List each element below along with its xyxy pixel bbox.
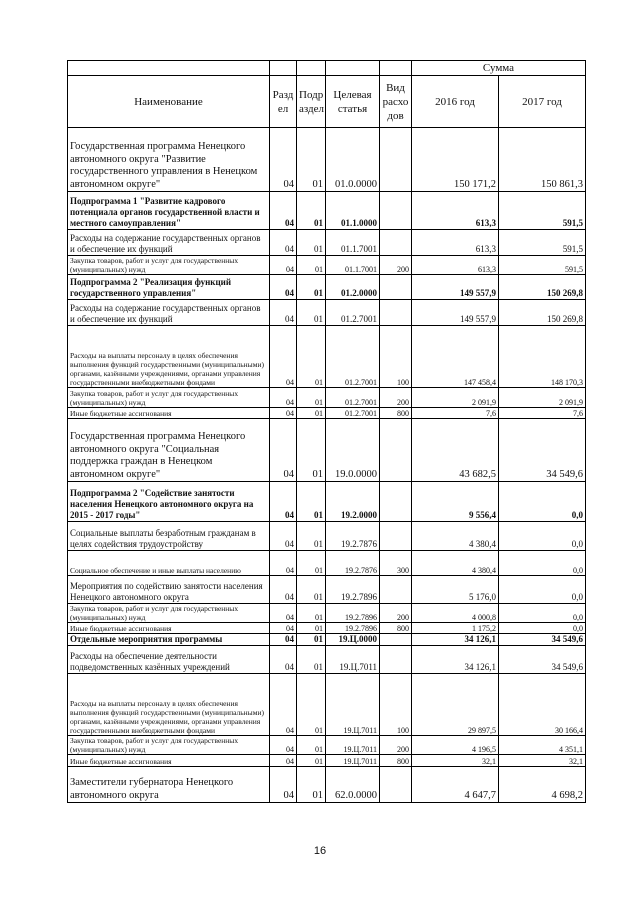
budget-table [67, 60, 586, 803]
row-name: Расходы на выплаты персоналу в целях обеспечения выполнения функций государственными (муниципальными) органами, казёнными учреждениями, органами управления государственными внебюджетными фондами [68, 326, 270, 388]
row-target: 19.2.7896 [326, 576, 380, 604]
row-exp-type [380, 634, 412, 646]
row-exp-type [380, 646, 412, 674]
table-row [68, 192, 586, 230]
row-name: Государственная программа Ненецкого автономного округа "Развитие государственного управления в Ненецком автономном округе" [68, 128, 270, 192]
row-target: 01.2.0000 [326, 275, 380, 300]
blank-header-cell [68, 61, 270, 76]
row-subsection: 01 [297, 634, 326, 646]
row-section: 04 [270, 522, 297, 551]
row-target: 01.2.7001 [326, 300, 380, 326]
row-exp-type [380, 576, 412, 604]
row-section: 04 [270, 230, 297, 256]
row-exp-type: 800 [380, 623, 412, 634]
table-row [68, 634, 586, 646]
table-row [68, 256, 586, 275]
row-subsection: 01 [297, 674, 326, 736]
row-subsection: 01 [297, 192, 326, 230]
row-target: 01.2.7001 [326, 408, 380, 419]
row-amount-2016: 4 647,7 [412, 767, 499, 803]
row-amount-2016: 32,1 [412, 755, 499, 767]
row-section: 04 [270, 419, 297, 482]
row-amount-2016: 4 380,4 [412, 522, 499, 551]
row-amount-2016: 613,3 [412, 256, 499, 275]
row-exp-type: 200 [380, 736, 412, 755]
row-section: 04 [270, 604, 297, 623]
row-amount-2017: 150 861,3 [499, 128, 586, 192]
row-target: 01.0.0000 [326, 128, 380, 192]
row-subsection: 01 [297, 646, 326, 674]
row-amount-2017: 0,0 [499, 576, 586, 604]
row-target: 01.1.7001 [326, 256, 380, 275]
row-amount-2016: 613,3 [412, 230, 499, 256]
header-subsection: Подр аздел [297, 76, 326, 128]
row-amount-2017: 4 351,1 [499, 736, 586, 755]
row-amount-2016: 150 171,2 [412, 128, 499, 192]
row-amount-2016: 5 176,0 [412, 576, 499, 604]
row-section: 04 [270, 755, 297, 767]
row-name: Заместители губернатора Ненецкого автономного округа [68, 767, 270, 803]
table-row [68, 128, 586, 192]
row-subsection: 01 [297, 551, 326, 576]
row-target: 19.0.0000 [326, 419, 380, 482]
row-amount-2017: 591,5 [499, 230, 586, 256]
row-name: Подпрограмма 1 "Развитие кадрового потенциала органов государственной власти и местного самоуправления" [68, 192, 270, 230]
row-amount-2017: 30 166,4 [499, 674, 586, 736]
row-name: Мероприятия по содействию занятости населения Ненецкого автономного округа [68, 576, 270, 604]
row-exp-type [380, 300, 412, 326]
row-section: 04 [270, 623, 297, 634]
row-section: 04 [270, 576, 297, 604]
row-section: 04 [270, 551, 297, 576]
header-name: Наименование [68, 76, 270, 128]
row-name: Закупка товаров, работ и услуг для государственных (муниципальных) нужд [68, 256, 270, 275]
row-amount-2017: 7,6 [499, 408, 586, 419]
row-exp-type: 800 [380, 755, 412, 767]
row-section: 04 [270, 128, 297, 192]
row-name: Подпрограмма 2 "Реализация функций государственного управления" [68, 275, 270, 300]
table-row [68, 646, 586, 674]
row-amount-2017: 150 269,8 [499, 275, 586, 300]
sum-header-row [68, 61, 586, 76]
row-amount-2017: 591,5 [499, 192, 586, 230]
header-exp-type: Вид расхо дов [380, 76, 412, 128]
row-amount-2017: 0,0 [499, 551, 586, 576]
row-exp-type [380, 482, 412, 522]
row-section: 04 [270, 674, 297, 736]
row-exp-type: 100 [380, 674, 412, 736]
row-amount-2017: 32,1 [499, 755, 586, 767]
row-target: 19.Ц.7011 [326, 674, 380, 736]
row-amount-2016: 9 556,4 [412, 482, 499, 522]
row-amount-2017: 34 549,6 [499, 634, 586, 646]
row-subsection: 01 [297, 419, 326, 482]
table-row [68, 576, 586, 604]
row-name: Отдельные мероприятия программы [68, 634, 270, 646]
table-row [68, 604, 586, 623]
row-amount-2017: 148 170,3 [499, 326, 586, 388]
table-row [68, 482, 586, 522]
row-amount-2016: 1 175,2 [412, 623, 499, 634]
row-subsection: 01 [297, 623, 326, 634]
row-amount-2016: 7,6 [412, 408, 499, 419]
row-amount-2016: 4 196,5 [412, 736, 499, 755]
row-section: 04 [270, 326, 297, 388]
header-2017: 2017 год [499, 76, 586, 128]
row-target: 19.Ц.7011 [326, 736, 380, 755]
row-subsection: 01 [297, 767, 326, 803]
row-amount-2016: 147 458,4 [412, 326, 499, 388]
row-name: Государственная программа Ненецкого автономного округа "Социальная поддержка граждан в Ненецком автономном округе" [68, 419, 270, 482]
blank-header-cell [380, 61, 412, 76]
row-exp-type [380, 767, 412, 803]
row-section: 04 [270, 634, 297, 646]
row-exp-type: 200 [380, 604, 412, 623]
row-target: 62.0.0000 [326, 767, 380, 803]
row-exp-type: 800 [380, 408, 412, 419]
row-amount-2016: 34 126,1 [412, 634, 499, 646]
row-amount-2017: 2 091,9 [499, 388, 586, 408]
column-header-row [68, 76, 586, 128]
row-name: Социальное обеспечение и иные выплаты населению [68, 551, 270, 576]
table-row [68, 230, 586, 256]
row-target: 01.2.7001 [326, 388, 380, 408]
row-subsection: 01 [297, 230, 326, 256]
row-target: 19.2.0000 [326, 482, 380, 522]
row-section: 04 [270, 275, 297, 300]
row-exp-type [380, 419, 412, 482]
table-row [68, 522, 586, 551]
row-section: 04 [270, 482, 297, 522]
row-exp-type: 300 [380, 551, 412, 576]
row-amount-2017: 591,5 [499, 256, 586, 275]
row-name: Социальные выплаты безработным гражданам в целях содействия трудоустройству [68, 522, 270, 551]
row-amount-2016: 149 557,9 [412, 300, 499, 326]
row-section: 04 [270, 408, 297, 419]
row-amount-2016: 4 000,8 [412, 604, 499, 623]
row-amount-2017: 0,0 [499, 522, 586, 551]
table-row [68, 408, 586, 419]
row-section: 04 [270, 646, 297, 674]
row-name: Закупка товаров, работ и услуг для государственных (муниципальных) нужд [68, 604, 270, 623]
row-subsection: 01 [297, 576, 326, 604]
row-name: Подпрограмма 2 "Содействие занятости населения Ненецкого автономного округа на 2015 - 2017 годы" [68, 482, 270, 522]
table-row [68, 326, 586, 388]
row-subsection: 01 [297, 408, 326, 419]
row-target: 19.Ц.0000 [326, 634, 380, 646]
row-subsection: 01 [297, 300, 326, 326]
row-amount-2017: 0,0 [499, 482, 586, 522]
row-exp-type: 100 [380, 326, 412, 388]
row-name: Расходы на содержание государственных органов и обеспечение их функций [68, 300, 270, 326]
page-number: 16 [313, 845, 327, 857]
row-target: 01.1.7001 [326, 230, 380, 256]
row-amount-2017: 150 269,8 [499, 300, 586, 326]
row-target: 01.1.0000 [326, 192, 380, 230]
row-section: 04 [270, 192, 297, 230]
row-exp-type: 200 [380, 388, 412, 408]
row-target: 19.Ц.7011 [326, 646, 380, 674]
table-row [68, 419, 586, 482]
row-amount-2016: 29 897,5 [412, 674, 499, 736]
row-name: Расходы на выплаты персоналу в целях обеспечения выполнения функций государственными (муниципальными) органами, казёнными учреждениями, органами управления государственными внебюджетными фондами [68, 674, 270, 736]
row-amount-2016: 43 682,5 [412, 419, 499, 482]
table-row [68, 755, 586, 767]
table-row [68, 388, 586, 408]
blank-header-cell [326, 61, 380, 76]
row-subsection: 01 [297, 522, 326, 551]
row-subsection: 01 [297, 128, 326, 192]
row-subsection: 01 [297, 275, 326, 300]
row-target: 01.2.7001 [326, 326, 380, 388]
row-subsection: 01 [297, 755, 326, 767]
row-subsection: 01 [297, 736, 326, 755]
row-exp-type [380, 230, 412, 256]
row-section: 04 [270, 388, 297, 408]
sum-header: Сумма [412, 61, 586, 76]
row-exp-type: 200 [380, 256, 412, 275]
row-section: 04 [270, 300, 297, 326]
row-subsection: 01 [297, 256, 326, 275]
row-amount-2016: 34 126,1 [412, 646, 499, 674]
row-subsection: 01 [297, 482, 326, 522]
blank-header-cell [297, 61, 326, 76]
header-2016: 2016 год [412, 76, 499, 128]
table-row [68, 767, 586, 803]
row-section: 04 [270, 256, 297, 275]
row-subsection: 01 [297, 388, 326, 408]
row-amount-2017: 0,0 [499, 623, 586, 634]
header-target: Целевая статья [326, 76, 380, 128]
row-subsection: 01 [297, 604, 326, 623]
row-name: Иные бюджетные ассигнования [68, 755, 270, 767]
row-amount-2016: 613,3 [412, 192, 499, 230]
row-name: Расходы на обеспечение деятельности подведомственных казённых учреждений [68, 646, 270, 674]
row-subsection: 01 [297, 326, 326, 388]
blank-header-cell [270, 61, 297, 76]
row-amount-2016: 2 091,9 [412, 388, 499, 408]
row-amount-2017: 4 698,2 [499, 767, 586, 803]
table-row [68, 551, 586, 576]
row-section: 04 [270, 767, 297, 803]
row-section: 04 [270, 736, 297, 755]
row-exp-type [380, 128, 412, 192]
row-exp-type [380, 192, 412, 230]
row-amount-2016: 149 557,9 [412, 275, 499, 300]
row-exp-type [380, 275, 412, 300]
row-name: Иные бюджетные ассигнования [68, 623, 270, 634]
row-target: 19.Ц.7011 [326, 755, 380, 767]
row-target: 19.2.7876 [326, 551, 380, 576]
header-section: Разд ел [270, 76, 297, 128]
table-body [68, 128, 586, 803]
table-row [68, 674, 586, 736]
row-name: Расходы на содержание государственных органов и обеспечение их функций [68, 230, 270, 256]
table-row [68, 275, 586, 300]
row-target: 19.2.7896 [326, 623, 380, 634]
row-amount-2017: 34 549,6 [499, 646, 586, 674]
row-amount-2017: 34 549,6 [499, 419, 586, 482]
table-row [68, 300, 586, 326]
row-name: Закупка товаров, работ и услуг для государственных (муниципальных) нужд [68, 736, 270, 755]
row-name: Закупка товаров, работ и услуг для государственных (муниципальных) нужд [68, 388, 270, 408]
row-target: 19.2.7896 [326, 604, 380, 623]
row-name: Иные бюджетные ассигнования [68, 408, 270, 419]
row-exp-type [380, 522, 412, 551]
table-row [68, 736, 586, 755]
row-amount-2016: 4 380,4 [412, 551, 499, 576]
row-amount-2017: 0,0 [499, 604, 586, 623]
row-target: 19.2.7876 [326, 522, 380, 551]
table-row [68, 623, 586, 634]
